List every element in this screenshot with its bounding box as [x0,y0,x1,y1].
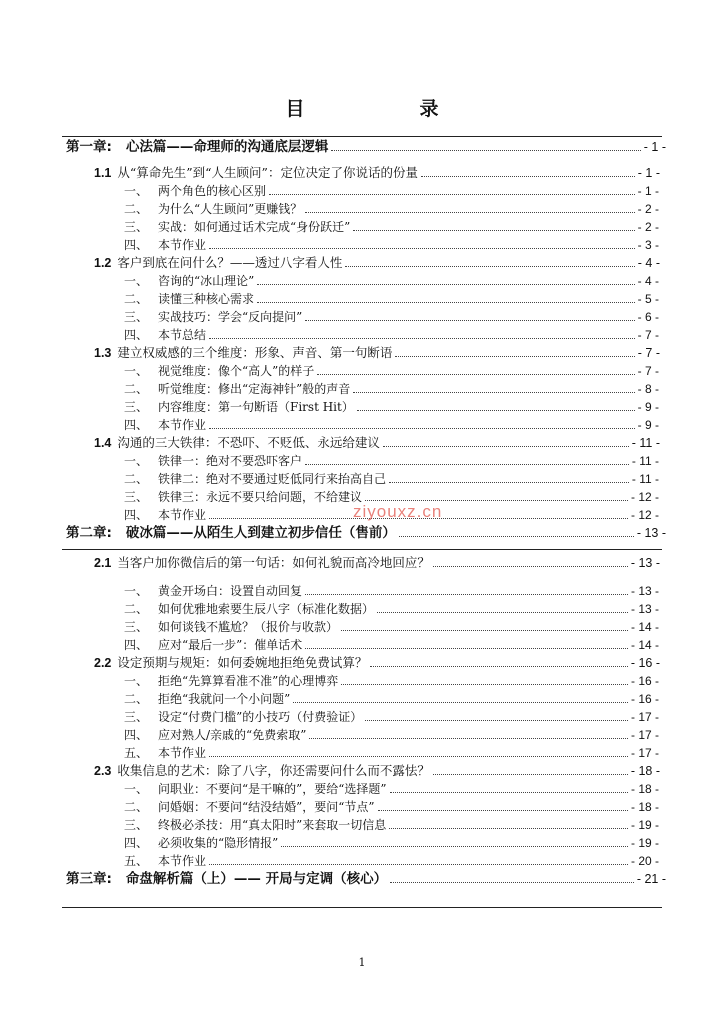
dot-leader [341,672,628,685]
toc-item-entry[interactable] [124,218,659,236]
toc-entry-page: - 19 - [630,818,659,832]
dot-leader [353,218,634,231]
toc-entry-page: - 17 - [630,746,659,760]
toc-entry-title [124,852,206,870]
toc-entry-title [124,236,206,254]
toc-entry-label: 沟通的三大铁律：不恐吓、不贬低、永远给建议 [117,435,380,450]
toc-entry-page: - 11 - [631,454,659,468]
dot-leader [433,554,628,567]
dot-leader [389,816,628,829]
toc-entry-label: 拒绝“先算算看准不准”的心理博弈 [158,674,339,688]
toc-entry-title [124,182,266,200]
toc-entry-page: - 17 - [630,710,659,724]
toc-section-entry[interactable] [94,254,660,272]
chapter-rule-1 [62,136,662,137]
toc-entry-title [124,416,206,434]
toc-entry-page: - 13 - [630,602,659,616]
toc-entry-number: 三、 [124,818,149,832]
toc-entry-page: - 16 - [630,692,659,706]
dot-leader [341,618,628,631]
toc-entry-label: 设定“付费门槛”的小技巧（付费验证） [158,710,363,724]
toc-entry-page: - 1 - [637,166,660,180]
toc-entry-page: - 11 - [631,436,660,450]
toc-entry-page: - 12 - [630,508,659,522]
toc-entry-title [124,452,302,470]
toc-entry-page: - 16 - [630,656,660,670]
toc-entry-title [124,398,354,416]
toc-entry-number: 2.1 [94,556,112,570]
toc-entry-label: 必须收集的“隐形情报” [158,836,279,850]
toc-item-entry[interactable] [124,308,659,326]
dot-leader [305,636,628,649]
toc-entry-number: 三、 [124,400,149,414]
toc-entry-page: - 21 - [636,872,666,886]
toc-entry-label: 问职业：不要问“是干嘛的”，要给“选择题” [158,782,387,796]
dot-leader [399,524,634,537]
toc-entry-number: 二、 [124,202,149,216]
toc-entry-number: 四、 [124,836,149,850]
toc-entry-label: 本节作业 [158,746,207,760]
toc-entry-page: - 19 - [630,836,659,850]
toc-entry-label: 本节作业 [158,418,207,432]
toc-entry-label: 客户到底在问什么？——透过八字看人性 [117,255,343,270]
dot-leader [357,398,635,411]
toc-entry-title [124,582,302,600]
toc-entry-number: 1.3 [94,346,112,360]
toc-entry-number: 三、 [124,620,149,634]
dot-leader [370,654,627,667]
toc-entry-label: 如何谈钱不尴尬？（报价与收款） [158,620,339,634]
toc-entry-label: 听觉维度：修出“定海神针”般的声音 [158,382,351,396]
toc-entry-label: 读懂三种核心需求 [158,292,255,306]
dot-leader [281,834,628,847]
toc-entry-number: 1.2 [94,256,112,270]
toc-entry-label: 心法篇——命理师的沟通底层逻辑 [125,139,329,155]
toc-chapter-entry[interactable] [66,870,666,888]
dot-leader [317,362,634,375]
toc-item-entry[interactable] [124,398,659,416]
dot-leader [421,164,635,177]
toc-entry-title [124,816,386,834]
toc-item-entry[interactable] [124,452,659,470]
toc-entry-title [124,690,290,708]
toc-entry-label: 黄金开场白：设置自动回复 [158,584,303,598]
toc-entry-page: - 1 - [643,140,666,154]
toc-entry-title [124,600,374,618]
toc-entry-page: - 18 - [630,764,660,778]
dot-leader [365,488,628,501]
toc-entry-label: 命盘解析篇（上）—— 开局与定调（核心） [125,871,388,887]
toc-entry-number: 二、 [124,472,149,486]
toc-section-entry[interactable] [94,762,660,780]
toc-entry-label: 应对熟人/亲戚的“免费索取” [158,728,307,742]
toc-entry-label: 问婚姻：不要问“结没结婚”，要问“节点” [158,800,375,814]
toc-entry-label: 本节作业 [158,854,207,868]
toc-entry-title [124,470,386,488]
toc-entry-number: 二、 [124,382,149,396]
toc-item-entry[interactable] [124,798,659,816]
toc-entry-label: 本节作业 [158,508,207,522]
toc-entry-page: - 14 - [630,620,659,634]
toc-item-entry[interactable] [124,636,659,654]
dot-leader [269,182,635,195]
dot-leader [378,798,628,811]
toc-entry-number: 第二章: [66,525,112,541]
toc-entry-title [124,200,302,218]
toc-entry-page: - 13 - [636,526,666,540]
toc-entry-number: 一、 [124,782,149,796]
toc-entry-number: 三、 [124,220,149,234]
toc-entry-label: 本节总结 [158,328,207,342]
toc-entry-page: - 12 - [630,490,659,504]
toc-item-entry[interactable] [124,182,659,200]
toc-entry-number: 二、 [124,602,149,616]
toc-entry-number: 1.1 [94,166,112,180]
toc-entry-title [124,380,350,398]
chapter-rule-3 [62,907,662,908]
toc-entry-page: - 2 - [637,202,659,216]
dot-leader [209,744,628,757]
toc-entry-label: 收集信息的艺术：除了八字，你还需要问什么而不露怯？ [117,763,430,778]
toc-section-entry[interactable] [94,344,660,362]
toc-entry-number: 三、 [124,710,149,724]
dot-leader [365,708,628,721]
toc-entry-label: 两个角色的核心区别 [158,184,267,198]
toc-entry-page: - 1 - [637,184,659,198]
toc-entry-number: 1.4 [94,436,112,450]
toc-item-entry[interactable] [124,326,659,344]
toc-entry-page: - 13 - [630,556,660,570]
toc-entry-title [94,434,380,452]
toc-entry-title [124,488,362,506]
toc-entry-label: 破冰篇——从陌生人到建立初步信任（售前） [125,525,396,541]
toc-entry-label: 铁律三：永远不要只给问题，不给建议 [158,490,363,504]
dot-leader [257,290,635,303]
footer-page-number: 1 [358,956,366,969]
toc-entry-title [124,744,206,762]
toc-item-entry[interactable] [124,272,659,290]
dot-leader [305,308,634,321]
toc-entry-title [124,798,375,816]
toc-entry-title [94,254,342,272]
toc-entry-title [124,672,338,690]
toc-entry-number: 一、 [124,454,149,468]
toc-entry-title [66,870,387,888]
toc-item-entry[interactable] [124,672,659,690]
dot-leader [377,600,628,613]
toc-entry-title [124,708,362,726]
toc-entry-number: 2.2 [94,656,112,670]
toc-entry-number: 二、 [124,800,149,814]
dot-leader [209,326,635,339]
dot-leader [345,254,634,267]
toc-item-entry[interactable] [124,780,659,798]
dot-leader [305,452,629,465]
toc-chapter-entry[interactable] [66,524,666,542]
toc-entry-number: 一、 [124,364,149,378]
toc-entry-page: - 9 - [637,418,659,432]
toc-entry-title [94,654,367,672]
toc-entry-title [124,218,350,236]
toc-entry-page: - 14 - [630,638,659,652]
toc-item-entry[interactable] [124,834,659,852]
dot-leader [209,852,628,865]
toc-item-entry[interactable] [124,852,659,870]
toc-entry-title [124,618,338,636]
toc-entry-page: - 5 - [637,292,659,306]
toc-entry-label: 当客户加你微信后的第一句话：如何礼貌而高冷地回应？ [117,555,430,570]
toc-entry-label: 从“算命先生”到“人生顾问”：定位决定了你说话的份量 [117,165,418,180]
toc-item-entry[interactable] [124,290,659,308]
toc-entry-number: 二、 [124,692,149,706]
toc-item-entry[interactable] [124,726,659,744]
toc-entry-number: 二、 [124,292,149,306]
toc-entry-page: - 16 - [630,674,659,688]
toc-entry-title [66,138,328,156]
toc-entry-title [124,326,206,344]
toc-entry-title [124,780,387,798]
toc-entry-label: 铁律二：绝对不要通过贬低同行来抬高自己 [158,472,387,486]
dot-leader [305,582,628,595]
toc-entry-title [124,290,254,308]
toc-entry-title [124,726,306,744]
page-title: 目 录 [285,98,487,120]
toc-entry-page: - 6 - [637,310,659,324]
toc-entry-number: 第一章: [66,139,112,155]
toc-entry-number: 一、 [124,274,149,288]
toc-entry-number: 四、 [124,508,149,522]
toc-entry-number: 四、 [124,638,149,652]
toc-entry-title [124,308,302,326]
watermark: ziyouxz.cn [353,502,443,521]
toc-entry-label: 实战：如何通过话术完成“身份跃迁” [158,220,351,234]
dot-leader [293,690,628,703]
dot-leader [383,434,629,447]
toc-entry-label: 实战技巧：学会“反向提问” [158,310,303,324]
toc-item-entry[interactable] [124,708,659,726]
toc-entry-title [124,506,206,524]
toc-entry-label: 建立权威感的三个维度：形象、声音、第一句断语 [117,345,393,360]
toc-entry-number: 一、 [124,584,149,598]
dot-leader [353,380,634,393]
toc-entry-label: 铁律一：绝对不要恐吓客户 [158,454,303,468]
dot-leader [309,726,628,739]
toc-item-entry[interactable] [124,618,659,636]
dot-leader [209,416,635,429]
toc-item-entry[interactable] [124,816,659,834]
toc-item-entry[interactable] [124,582,659,600]
toc-entry-page: - 13 - [630,584,659,598]
toc-entry-number: 五、 [124,854,149,868]
toc-entry-title [124,362,314,380]
toc-chapter-entry[interactable] [66,138,666,156]
dot-leader [390,870,634,883]
dot-leader [209,236,635,249]
dot-leader [389,470,629,483]
toc-entry-page: - 7 - [637,346,660,360]
toc-entry-label: 应对“最后一步”：催单话术 [158,638,303,652]
toc-entry-number: 一、 [124,674,149,688]
toc-entry-label: 本节作业 [158,238,207,252]
toc-entry-page: - 18 - [630,782,659,796]
toc-entry-title [94,344,392,362]
toc-section-entry[interactable] [94,164,660,182]
toc-entry-number: 一、 [124,184,149,198]
toc-entry-page: - 17 - [630,728,659,742]
toc-entry-page: - 9 - [637,400,659,414]
toc-entry-number: 四、 [124,728,149,742]
toc-entry-number: 第三章: [66,871,112,887]
toc-entry-title [66,524,396,542]
toc-entry-page: - 7 - [637,328,659,342]
toc-entry-page: - 20 - [630,854,659,868]
toc-entry-label: 拒绝“我就问一个小问题” [158,692,291,706]
toc-item-entry[interactable] [124,470,659,488]
toc-entry-page: - 7 - [637,364,659,378]
toc-entry-number: 2.3 [94,764,112,778]
toc-item-entry[interactable] [124,416,659,434]
toc-entry-label: 视觉维度：像个“高人”的样子 [158,364,315,378]
toc-entry-page: - 8 - [637,382,659,396]
dot-leader [433,762,628,775]
toc-item-entry[interactable] [124,236,659,254]
dot-leader [257,272,634,285]
toc-entry-page: - 3 - [637,238,659,252]
toc-item-entry[interactable] [124,380,659,398]
dot-leader [395,344,634,357]
toc-entry-page: - 11 - [631,472,659,486]
toc-item-entry[interactable] [124,600,659,618]
toc-entry-number: 四、 [124,328,149,342]
toc-entry-page: - 4 - [637,256,660,270]
toc-item-entry[interactable] [124,362,659,380]
toc-section-entry[interactable] [94,654,660,672]
toc-entry-page: - 2 - [637,220,659,234]
toc-entry-number: 三、 [124,310,149,324]
dot-leader [305,200,634,213]
toc-entry-label: 如何优雅地索要生辰八字（标准化数据） [158,602,375,616]
toc-entry-label: 咨询的“冰山理论” [158,274,255,288]
toc-entry-title [124,834,278,852]
dot-leader [390,780,628,793]
toc-entry-title [94,554,430,572]
toc-entry-title [124,272,254,290]
toc-entry-number: 四、 [124,238,149,252]
toc-entry-title [94,164,418,182]
toc-item-entry[interactable] [124,690,659,708]
toc-section-entry[interactable] [94,554,660,572]
toc-entry-title [124,636,302,654]
toc-entry-label: 内容维度：第一句断语（First Hit） [158,400,354,414]
toc-entry-label: 终极必杀技：用“真太阳时”来套取一切信息 [158,818,387,832]
dot-leader [331,138,640,151]
toc-entry-page: - 4 - [637,274,659,288]
toc-section-entry[interactable] [94,434,660,452]
toc-entry-number: 三、 [124,490,149,504]
toc-entry-page: - 18 - [630,800,659,814]
toc-item-entry[interactable] [124,744,659,762]
toc-entry-label: 为什么“人生顾问”更赚钱？ [158,202,303,216]
toc-entry-number: 五、 [124,746,149,760]
toc-entry-label: 设定预期与规矩：如何委婉地拒绝免费试算？ [117,655,368,670]
chapter-rule-2 [62,549,662,550]
toc-entry-number: 四、 [124,418,149,432]
toc-entry-title [94,762,430,780]
toc-item-entry[interactable] [124,200,659,218]
